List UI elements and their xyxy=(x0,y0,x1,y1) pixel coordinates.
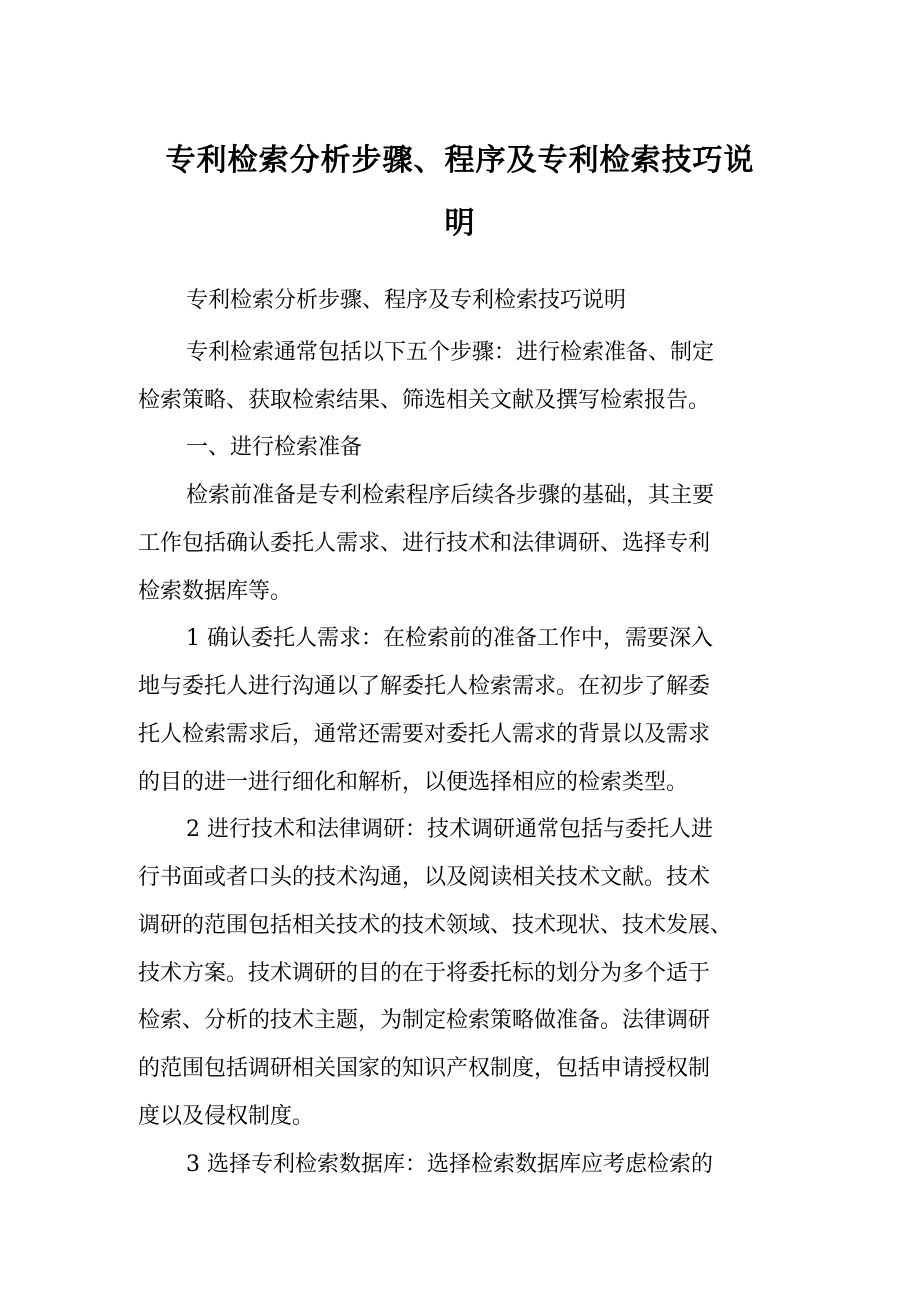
section-heading: 一、进行检索准备 xyxy=(186,435,363,460)
paragraph-line: 地与委托人进行沟通以了解委托人检索需求。在初步了解委 xyxy=(138,674,711,699)
subtitle-paragraph: 专利检索分析步骤、程序及专利检索技巧说明 xyxy=(186,288,627,313)
paragraph-line: 检索策略、获取检索结果、筛选相关文献及撰写检索报告。 xyxy=(138,388,711,413)
paragraph-line: 3 选择专利检索数据库：选择检索数据库应考虑检索的 xyxy=(186,1152,713,1177)
paragraph-line: 1 确认委托人需求：在检索前的准备工作中，需要深入 xyxy=(186,626,713,651)
paragraph-line: 的目的进一进行细化和解析，以便选择相应的检索类型。 xyxy=(138,770,689,795)
paragraph-line: 调研的范围包括相关技术的技术领域、技术现状、技术发展、 xyxy=(138,913,733,938)
paragraph-line: 检索、分析的技术主题，为制定检索策略做准备。法律调研 xyxy=(138,1008,711,1033)
paragraph-line: 托人检索需求后，通常还需要对委托人需求的背景以及需求 xyxy=(138,722,711,747)
paragraph-line: 度以及侵权制度。 xyxy=(138,1104,315,1129)
document-title-line-2: 明 xyxy=(444,206,476,241)
paragraph-line: 技术方案。技术调研的目的在于将委托标的划分为多个适于 xyxy=(138,961,711,986)
paragraph-line: 工作包括确认委托人需求、进行技术和法律调研、选择专利 xyxy=(138,531,711,556)
paragraph-line: 检索前准备是专利检索程序后续各步骤的基础，其主要 xyxy=(186,483,715,508)
paragraph-line: 专利检索通常包括以下五个步骤：进行检索准备、制定 xyxy=(186,340,715,365)
paragraph-line: 的范围包括调研相关国家的知识产权制度，包括申请授权制 xyxy=(138,1056,711,1081)
paragraph-line: 行书面或者口头的技术沟通，以及阅读相关技术文献。技术 xyxy=(138,865,711,890)
paragraph-line: 检索数据库等。 xyxy=(138,579,293,604)
document-title-line-1: 专利检索分析步骤、程序及专利检索技巧说 xyxy=(165,143,755,178)
paragraph-line: 2 进行技术和法律调研：技术调研通常包括与委托人进 xyxy=(186,817,713,842)
